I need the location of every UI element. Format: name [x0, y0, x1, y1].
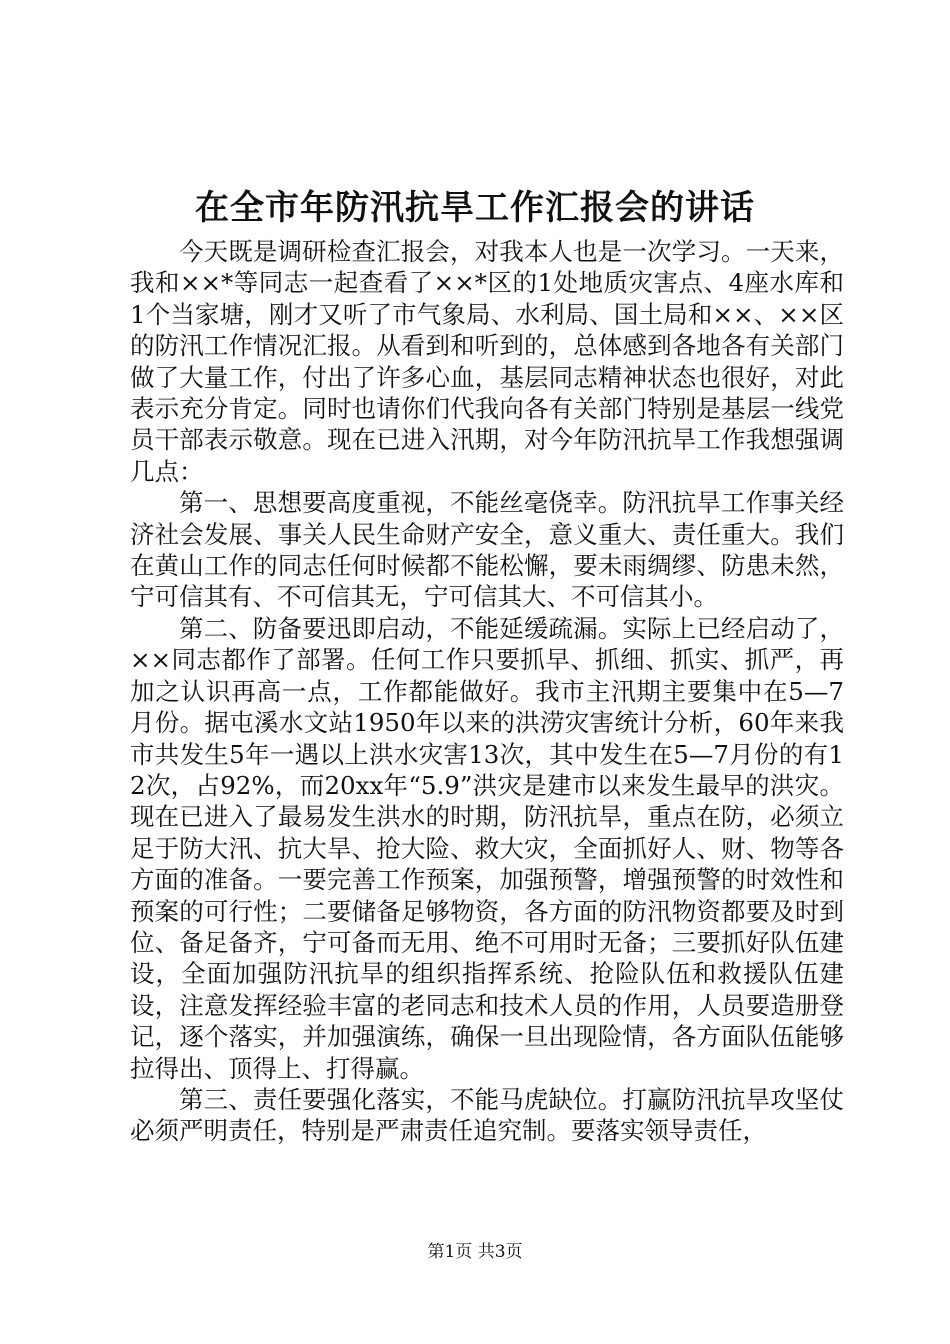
page-number-footer: 第1页 共3页	[427, 1242, 523, 1262]
document-body	[130, 236, 844, 1147]
paragraph-point-one: 第一、思想要高度重视，不能丝毫侥幸。防汛抗旱工作事关经济社会发展、事关人民生命财产安全，意义重大、责任重大。我们在黄山工作的同志任何时候都不能松懈，要未雨绸缪、防患未然，宁可信其有、不可信其无，宁可信其大、不可信其小。	[130, 488, 844, 612]
paragraph-intro: 今天既是调研检查汇报会，对我本人也是一次学习。一天来，我和××*等同志一起查看了××*区的1处地质灾害点、4座水库和1个当家塘，刚才又听了市气象局、水利局、国土局和××、××区的防汛工作情况汇报。从看到和听到的，总体感到各地各有关部门做了大量工作，付出了许多心血，基层同志精神状态也很好，对此表示充分肯定。同时也请你们代我向各有关部门特别是基层一线党员干部表示敬意。现在已进入汛期，对今年防汛抗旱工作我想强调几点：	[130, 237, 844, 486]
paragraph-point-three: 第三、责任要强化落实，不能马虎缺位。打赢防汛抗旱攻坚仗必须严明责任，特别是严肃责任追究制。要落实领导责任，	[130, 1084, 844, 1146]
document-title: 在全市年防汛抗旱工作汇报会的讲话	[195, 188, 755, 228]
paragraph-point-two: 第二、防备要迅即启动，不能延缓疏漏。实际上已经启动了，××同志都作了部署。任何工作只要抓早、抓细、抓实、抓严，再加之认识再高一点，工作都能做好。我市主汛期主要集中在5—7月份。据屯溪水文站1950年以来的洪涝灾害统计分析，60年来我市共发生5年一遇以上洪水灾害13次，其中发生在5—7月份的有12次，占92%，而20xx年“5.9”洪灾是建市以来发生最早的洪灾。现在已进入了最易发生洪水的时期，防汛抗旱，重点在防，必须立足于防大汛、抗大旱、抢大险、救大灾，全面抓好人、财、物等各方面的准备。一要完善工作预案，加强预警，增强预警的时效性和预案的可行性；二要储备足够物资，各方面的防汛物资都要及时到位、备足备齐，宁可备而无用、绝不可用时无备；三要抓好队伍建设，全面加强防汛抗旱的组织指挥系统、抢险队伍和救援队伍建设，注意发挥经验丰富的老同志和技术人员的作用，人员要造册登记，逐个落实，并加强演练，确保一旦出现险情，各方面队伍能够拉得出、顶得上、打得赢。	[130, 613, 844, 1083]
